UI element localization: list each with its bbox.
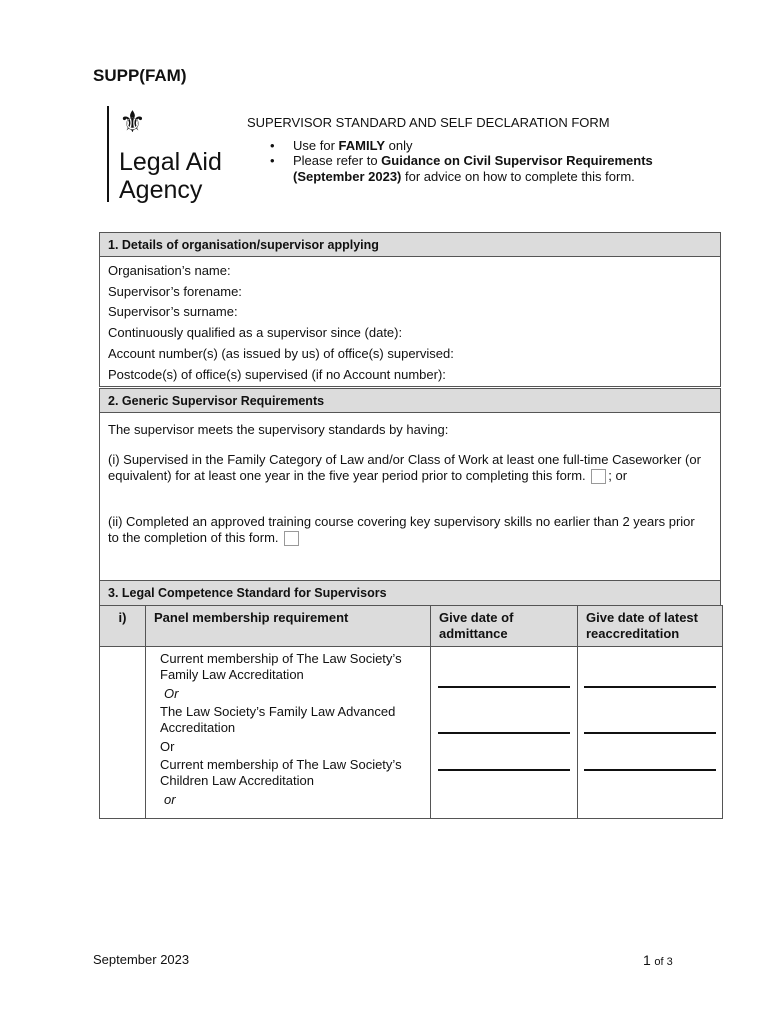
reaccreditation-date-line-2[interactable]	[584, 732, 716, 734]
form-code: SUPP(FAM)	[93, 66, 187, 85]
admittance-date-line-2[interactable]	[438, 732, 570, 734]
page-number: 1 of 3	[643, 952, 673, 968]
section-2-intro: The supervisor meets the supervisory standards by having:	[108, 422, 449, 437]
reaccreditation-date-line-3[interactable]	[584, 769, 716, 771]
supervisor-forename-field[interactable]: Supervisor’s forename:	[108, 284, 242, 299]
section-3-heading: 3. Legal Competence Standard for Supervisors	[99, 580, 721, 606]
section-2-heading: 2. Generic Supervisor Requirements	[99, 388, 721, 413]
option-1-text: (i) Supervised in the Family Category of Law and/or Class of Work at least one full-time Caseworker (or equivalent) for at least one year in the five year period prior to completing this form. ; or	[108, 452, 701, 483]
supervisor-surname-field[interactable]: Supervisor’s surname:	[108, 304, 238, 319]
account-number-field[interactable]: Account number(s) (as issued by us) of office(s) supervised:	[108, 346, 454, 361]
form-title: SUPERVISOR STANDARD AND SELF DECLARATION FORM	[247, 115, 610, 130]
postcode-field[interactable]: Postcode(s) of office(s) supervised (if no Account number):	[108, 367, 446, 382]
col-admittance: Give date of admittance	[430, 605, 578, 647]
section-2-body	[99, 413, 721, 581]
royal-crest-icon: ⚜	[119, 106, 146, 139]
organisation-name-field[interactable]: Organisation’s name:	[108, 263, 231, 278]
legal-aid-agency-logo: ⚜ Legal Aid Agency	[107, 104, 237, 204]
qualified-since-field[interactable]: Continuously qualified as a supervisor since (date):	[108, 325, 403, 340]
section-1-heading: 1. Details of organisation/supervisor applying	[99, 232, 721, 257]
option-2-text: (ii) Completed an approved training course covering key supervisory skills no earlier than 2 years prior to the completion of this form.	[108, 514, 695, 545]
col-reaccreditation: Give date of latest reaccreditation	[577, 605, 723, 647]
reaccreditation-date-line-1[interactable]	[584, 686, 716, 688]
requirement-options: Current membership of The Law Society’s Family Law Accreditation Or The Law Society’s Family Law Advanced Accreditation Or Current membership of The Law Society’s Children Law Accreditation or	[145, 646, 431, 819]
col-requirement: Panel membership requirement	[145, 605, 431, 647]
bullet-1: • Use for FAMILY only	[270, 138, 413, 153]
bullet-2: • Please refer to Guidance on Civil Supervisor Requirements (September 2023) for advice on how to complete this form.	[270, 153, 653, 184]
footer-date: September 2023	[93, 952, 190, 967]
section-1-body	[99, 257, 721, 387]
admittance-date-line-1[interactable]	[438, 686, 570, 688]
option-2-checkbox[interactable]	[284, 531, 299, 546]
admittance-date-line-3[interactable]	[438, 769, 570, 771]
row-label: i)	[99, 605, 146, 647]
option-1-checkbox[interactable]	[591, 469, 606, 484]
